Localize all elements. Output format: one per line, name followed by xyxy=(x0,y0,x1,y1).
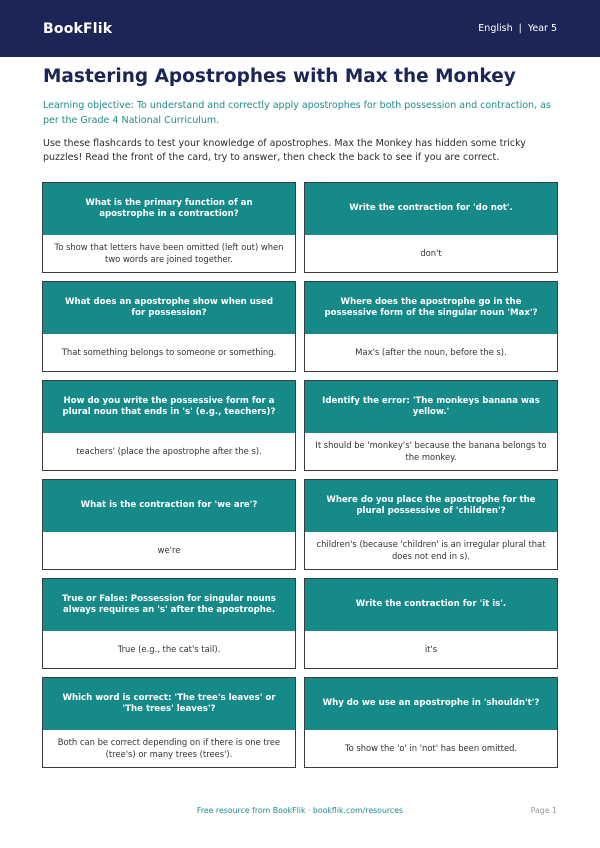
card-front-question: What is the primary function of an apostrophe in a contraction? xyxy=(43,183,295,235)
card-front-question: Write the contraction for 'do not'. xyxy=(305,183,557,235)
flashcard[interactable] xyxy=(42,182,296,273)
card-back-answer: don't xyxy=(305,235,557,272)
card-front-question: What is the contraction for 'we are'? xyxy=(43,480,295,532)
flashcard[interactable] xyxy=(42,281,296,372)
flashcard[interactable] xyxy=(304,281,558,372)
flashcard[interactable] xyxy=(42,677,296,768)
card-front-question: Which word is correct: 'The tree's leaves' or 'The trees' leaves'? xyxy=(43,678,295,730)
flashcard[interactable] xyxy=(304,380,558,471)
meta-separator: | xyxy=(518,23,522,34)
card-back-answer: teachers' (place the apostrophe after the s). xyxy=(43,433,295,470)
flashcard-grid xyxy=(42,182,558,768)
card-front-question: What does an apostrophe show when used for possession? xyxy=(43,282,295,334)
card-front-question: Write the contraction for 'it is'. xyxy=(305,579,557,631)
language-label: English xyxy=(478,23,513,34)
flashcard[interactable] xyxy=(42,479,296,570)
top-bar xyxy=(0,0,600,57)
flashcard[interactable] xyxy=(42,380,296,471)
learning-objective: Learning objective: To understand and correctly apply apostrophes for both possession and contraction, as per the Grade 4 National Curriculum. xyxy=(43,100,551,126)
page-number: Page 1 xyxy=(530,806,557,815)
flashcard[interactable] xyxy=(304,677,558,768)
card-back-answer: It should be 'monkey's' because the banana belongs to the monkey. xyxy=(305,433,557,470)
card-back-answer: we're xyxy=(43,532,295,569)
card-back-answer: it's xyxy=(305,631,557,668)
card-back-answer: To show the 'o' in 'not' has been omitted. xyxy=(305,730,557,767)
flashcard[interactable] xyxy=(304,479,558,570)
year-label: Year 5 xyxy=(527,23,557,34)
brand-logo[interactable]: BookFlik xyxy=(43,20,113,37)
intro-text: Use these flashcards to test your knowledge of apostrophes. Max the Monkey has hidden some tricky puzzles! Read the front of the card, try to answer, then check the back to see if you are correct. xyxy=(43,138,526,163)
card-back-answer: To show that letters have been omitted (left out) when two words are joined together. xyxy=(43,235,295,272)
card-back-answer: Max's (after the noun, before the s). xyxy=(305,334,557,371)
card-back-answer: children's (because 'children' is an irregular plural that does not end in s). xyxy=(305,532,557,569)
card-front-question: Where does the apostrophe go in the possessive form of the singular noun 'Max'? xyxy=(305,282,557,334)
footer-source-link[interactable]: Free resource from BookFlik · bookflik.com/resources xyxy=(196,806,404,815)
flashcard[interactable] xyxy=(42,578,296,669)
card-back-answer: True (e.g., the cat's tail). xyxy=(43,631,295,668)
card-front-question: How do you write the possessive form for a plural noun that ends in 's' (e.g., teachers)? xyxy=(43,381,295,433)
flashcard[interactable] xyxy=(304,182,558,273)
card-front-question: Identify the error: 'The monkeys banana was yellow.' xyxy=(305,381,557,433)
card-front-question: Why do we use an apostrophe in 'shouldn't'? xyxy=(305,678,557,730)
card-front-question: Where do you place the apostrophe for the plural possessive of 'children'? xyxy=(305,480,557,532)
card-back-answer: That something belongs to someone or something. xyxy=(43,334,295,371)
header-meta xyxy=(478,23,557,34)
card-back-answer: Both can be correct depending on if there is one tree (tree's) or many trees (trees'). xyxy=(43,730,295,767)
page-title: Mastering Apostrophes with Max the Monkey xyxy=(43,66,516,87)
flashcard[interactable] xyxy=(304,578,558,669)
card-front-question: True or False: Possession for singular nouns always requires an 's' after the apostrophe. xyxy=(43,579,295,631)
page-footer xyxy=(0,806,600,820)
